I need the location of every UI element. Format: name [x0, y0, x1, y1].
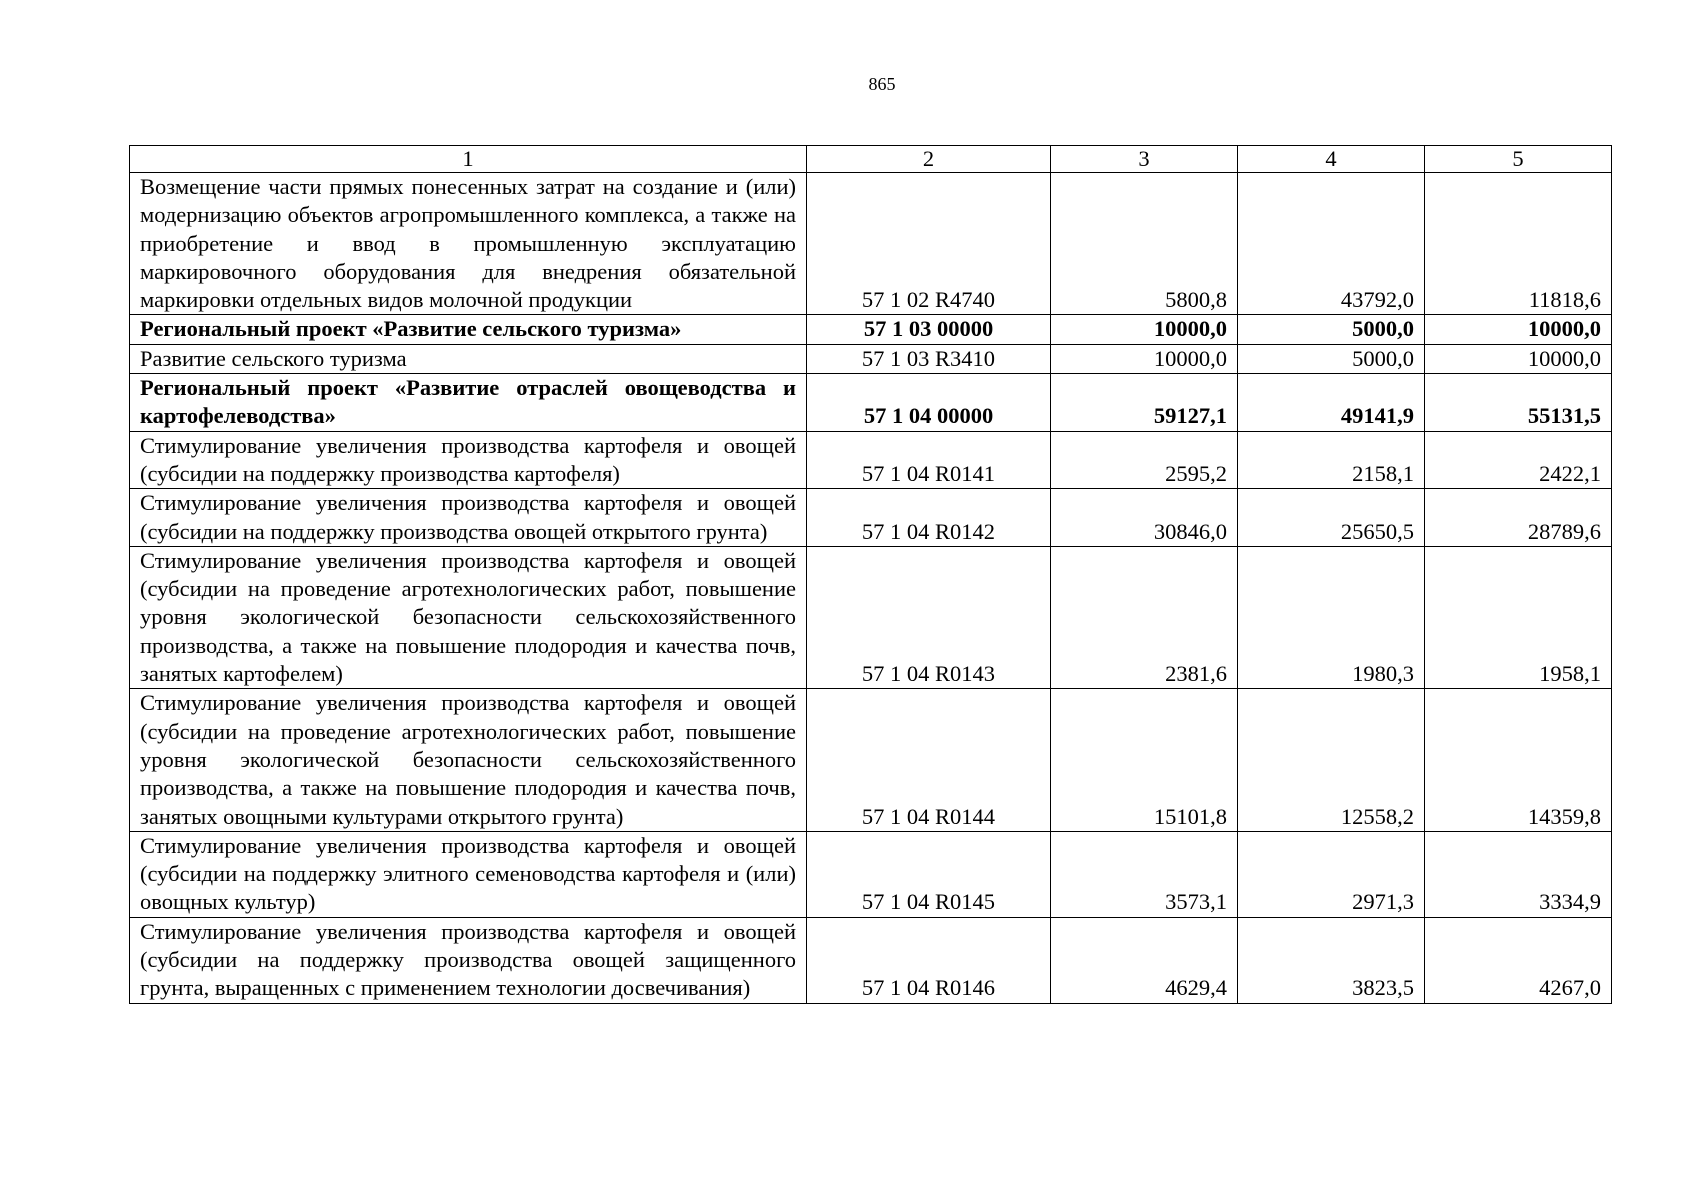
row-value-3: 5800,8	[1051, 173, 1238, 315]
row-code: 57 1 04 R0143	[807, 546, 1051, 688]
row-value-3: 10000,0	[1051, 315, 1238, 344]
table-row-project-total	[130, 374, 1612, 432]
row-name: Стимулирование увеличения производства картофеля и овощей (субсидии на поддержку производства картофеля)	[130, 431, 807, 489]
table-row-project-total	[130, 315, 1612, 344]
row-value-4: 5000,0	[1238, 344, 1425, 373]
row-code: 57 1 04 R0141	[807, 431, 1051, 489]
row-name: Региональный проект «Развитие сельского туризма»	[130, 315, 807, 344]
table-header-row	[130, 146, 1612, 173]
table-row	[130, 831, 1612, 917]
row-value-5: 55131,5	[1425, 374, 1612, 432]
column-header-2: 2	[807, 146, 1051, 173]
row-code: 57 1 03 R3410	[807, 344, 1051, 373]
row-code: 57 1 04 R0145	[807, 831, 1051, 917]
row-code: 57 1 04 R0142	[807, 489, 1051, 547]
row-value-5: 3334,9	[1425, 831, 1612, 917]
row-value-3: 30846,0	[1051, 489, 1238, 547]
row-code: 57 1 02 R4740	[807, 173, 1051, 315]
row-code: 57 1 03 00000	[807, 315, 1051, 344]
page-number: 865	[868, 74, 896, 94]
row-value-5: 11818,6	[1425, 173, 1612, 315]
row-value-5: 10000,0	[1425, 344, 1612, 373]
row-value-4: 2971,3	[1238, 831, 1425, 917]
row-code: 57 1 04 00000	[807, 374, 1051, 432]
row-value-4: 5000,0	[1238, 315, 1425, 344]
table-row	[130, 917, 1612, 1003]
row-value-4: 25650,5	[1238, 489, 1425, 547]
row-name: Развитие сельского туризма	[130, 344, 807, 373]
row-name: Возмещение части прямых понесенных затрат на создание и (или) модернизацию объектов агропромышленного комплекса, а также на приобретение и ввод в промышленную эксплуатацию маркировочного оборудования для внедрения обязательной маркировки отдельных видов молочной продукции	[130, 173, 807, 315]
row-value-5: 4267,0	[1425, 917, 1612, 1003]
table-row	[130, 546, 1612, 688]
row-name: Стимулирование увеличения производства картофеля и овощей (субсидии на проведение агротехнологических работ, повышение уровня экологической безопасности сельскохозяйственного производства, а также на повышение плодородия и качества почв, занятых овощными культурами открытого грунта)	[130, 689, 807, 831]
table-row	[130, 431, 1612, 489]
row-value-3: 4629,4	[1051, 917, 1238, 1003]
row-value-4: 49141,9	[1238, 374, 1425, 432]
row-name: Региональный проект «Развитие отраслей овощеводства и картофелеводства»	[130, 374, 807, 432]
row-code: 57 1 04 R0144	[807, 689, 1051, 831]
row-value-4: 2158,1	[1238, 431, 1425, 489]
row-value-3: 59127,1	[1051, 374, 1238, 432]
column-header-3: 3	[1051, 146, 1238, 173]
row-value-5: 10000,0	[1425, 315, 1612, 344]
row-name: Стимулирование увеличения производства картофеля и овощей (субсидии на поддержку производства овощей защищенного грунта, выращенных с применением технологии досвечивания)	[130, 917, 807, 1003]
row-value-4: 12558,2	[1238, 689, 1425, 831]
table-row	[130, 173, 1612, 315]
row-name: Стимулирование увеличения производства картофеля и овощей (субсидии на проведение агротехнологических работ, повышение уровня экологической безопасности сельскохозяйственного производства, а также на повышение плодородия и качества почв, занятых картофелем)	[130, 546, 807, 688]
table-row	[130, 689, 1612, 831]
budget-table	[129, 145, 1612, 1004]
column-header-1: 1	[130, 146, 807, 173]
row-value-5: 1958,1	[1425, 546, 1612, 688]
row-value-5: 2422,1	[1425, 431, 1612, 489]
row-value-4: 3823,5	[1238, 917, 1425, 1003]
row-name: Стимулирование увеличения производства картофеля и овощей (субсидии на поддержку элитного семеноводства картофеля и (или) овощных культур)	[130, 831, 807, 917]
row-value-3: 2381,6	[1051, 546, 1238, 688]
column-header-4: 4	[1238, 146, 1425, 173]
row-code: 57 1 04 R0146	[807, 917, 1051, 1003]
row-value-4: 1980,3	[1238, 546, 1425, 688]
table-row	[130, 489, 1612, 547]
column-header-5: 5	[1425, 146, 1612, 173]
row-name: Стимулирование увеличения производства картофеля и овощей (субсидии на поддержку производства овощей открытого грунта)	[130, 489, 807, 547]
table-row	[130, 344, 1612, 373]
row-value-3: 15101,8	[1051, 689, 1238, 831]
row-value-5: 14359,8	[1425, 689, 1612, 831]
row-value-3: 3573,1	[1051, 831, 1238, 917]
row-value-5: 28789,6	[1425, 489, 1612, 547]
row-value-3: 2595,2	[1051, 431, 1238, 489]
row-value-3: 10000,0	[1051, 344, 1238, 373]
row-value-4: 43792,0	[1238, 173, 1425, 315]
